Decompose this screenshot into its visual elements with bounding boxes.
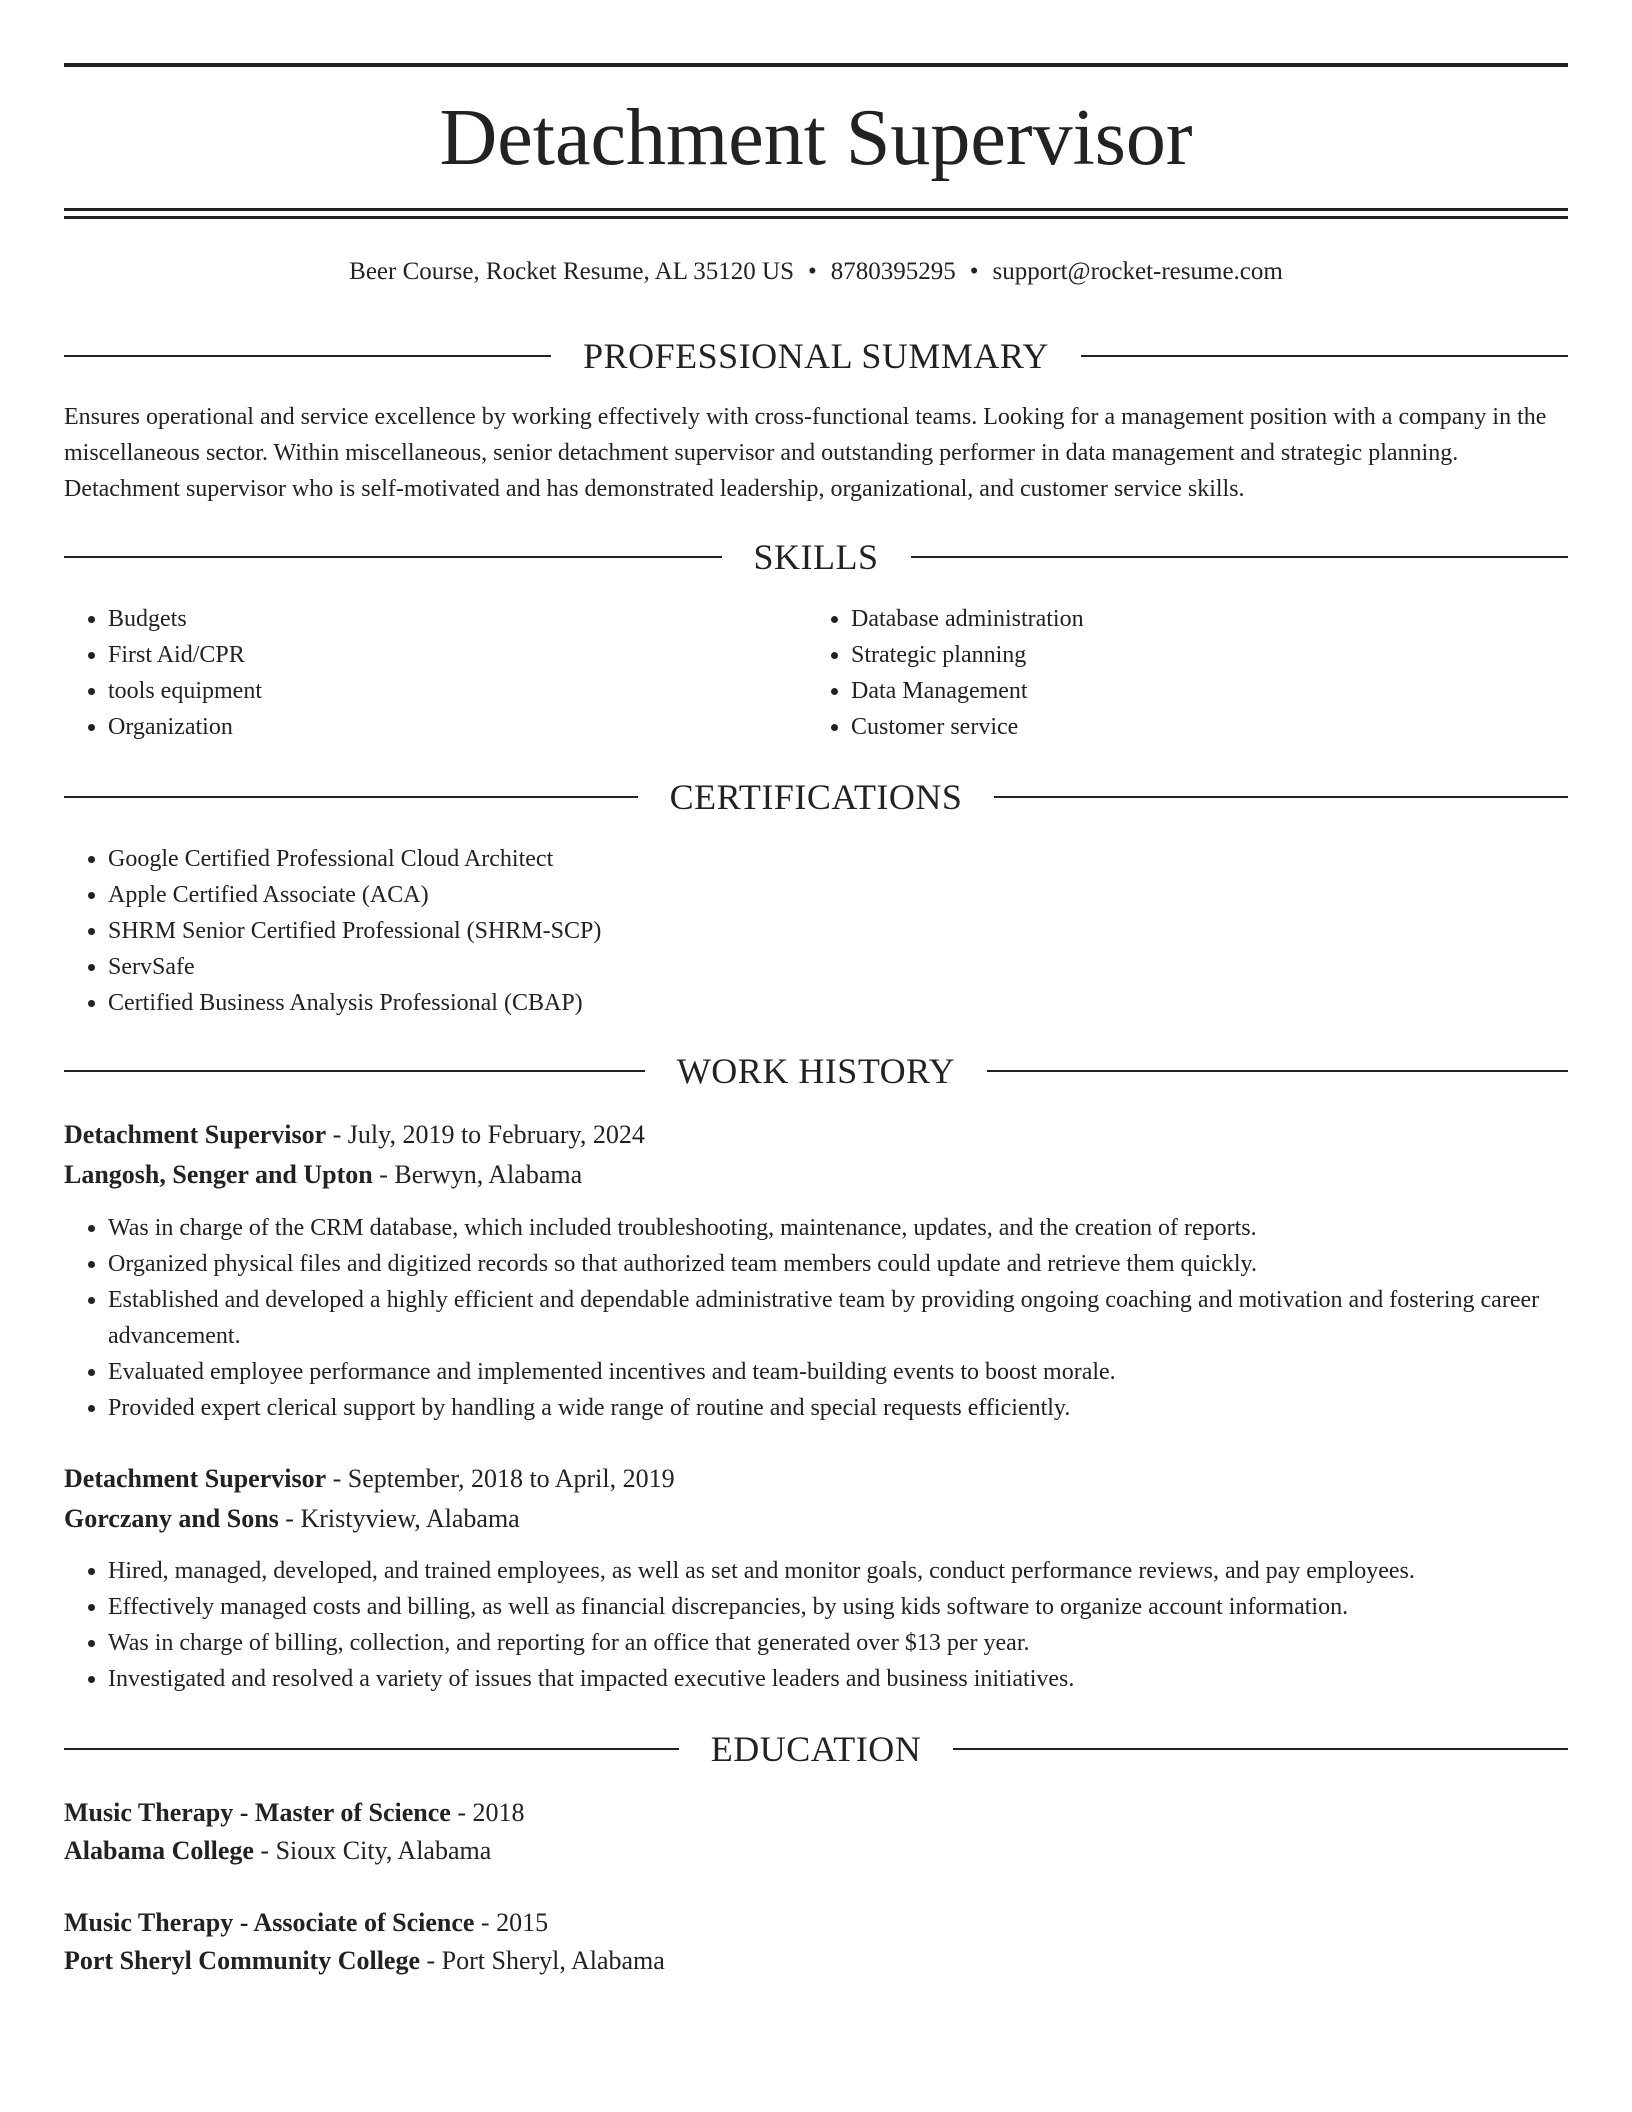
skills-list-right: [807, 601, 1551, 745]
education-year: - 2018: [450, 1798, 525, 1827]
certification-item: • ServSafe: [108, 949, 1508, 985]
section-heading-skills: [64, 535, 1568, 579]
skill-item: • tools equipment: [108, 673, 808, 709]
education-year: - 2015: [474, 1908, 549, 1937]
section-title: WORK HISTORY: [676, 1051, 956, 1091]
heading-rule: [1081, 355, 1568, 357]
contact-line: [64, 254, 1568, 290]
section-heading-education: [64, 1727, 1568, 1771]
certification-item: • Google Certified Professional Cloud Architect: [108, 841, 1508, 877]
job-bullet: • Hired, managed, developed, and trained employees, as well as set and monitor goals, conduct performance reviews, and pay employees.: [108, 1553, 1612, 1589]
education-location: - Sioux City, Alabama: [253, 1836, 492, 1865]
heading-rule: [987, 1070, 1568, 1072]
contact-separator: •: [808, 258, 817, 285]
title-rule-lower: [64, 216, 1568, 219]
job-company: Langosh, Senger and Upton: [64, 1160, 373, 1189]
skill-item: • Budgets: [108, 601, 808, 637]
job-dates: - July, 2019 to February, 2024: [326, 1120, 645, 1149]
education-degree: Music Therapy - Associate of Science: [64, 1908, 475, 1937]
heading-rule: [64, 556, 722, 558]
job-company-line: [64, 1156, 1568, 1194]
heading-rule: [64, 1748, 679, 1750]
heading-rule: [64, 355, 551, 357]
skill-item: • Customer service: [851, 709, 1551, 745]
contact-address: Beer Course, Rocket Resume, AL 35120 US: [349, 258, 795, 285]
job-location: - Berwyn, Alabama: [372, 1160, 583, 1189]
heading-rule: [64, 796, 638, 798]
education-degree: Music Therapy - Master of Science: [64, 1798, 451, 1827]
education-degree-line: [64, 1904, 1568, 1942]
skills-list-left: [64, 601, 808, 745]
summary-text: Ensures operational and service excellence by working effectively with cross-functional teams. Looking for a management position with a company in the miscellaneous sector. Within miscellaneous, senior detachment supervisor and outstanding performer in data management and strategic planning. Detachment supervisor who is self-motivated and has demonstrated leadership, organizational, and customer service skills.: [64, 404, 1547, 502]
section-heading-certifications: [64, 775, 1568, 819]
section-title: PROFESSIONAL SUMMARY: [583, 336, 1049, 376]
education-location: - Port Sheryl, Alabama: [420, 1946, 665, 1975]
job-company-line: [64, 1500, 1568, 1538]
skill-item: • Organization: [108, 709, 808, 745]
title-rule-upper: [64, 208, 1568, 211]
job-title-line: [64, 1460, 1568, 1498]
section-title: SKILLS: [753, 537, 879, 577]
certification-item: • Certified Business Analysis Professional (CBAP): [108, 985, 1508, 1021]
education-school-line: [64, 1832, 1568, 1870]
heading-rule: [953, 1748, 1568, 1750]
job-bullet: • Investigated and resolved a variety of issues that impacted executive leaders and business initiatives.: [108, 1661, 1612, 1697]
education-degree-line: [64, 1794, 1568, 1832]
job-title: Detachment Supervisor: [64, 1464, 327, 1493]
job-location: - Kristyview, Alabama: [278, 1504, 520, 1533]
job-bullet: • Effectively managed costs and billing, as well as financial discrepancies, by using kids software to organize account information.: [108, 1589, 1612, 1625]
contact-email: support@rocket-resume.com: [992, 258, 1283, 285]
heading-rule: [994, 796, 1568, 798]
job-bullet: • Provided expert clerical support by handling a wide range of routine and special requests efficiently.: [108, 1390, 1612, 1426]
education-school: Alabama College: [64, 1836, 254, 1865]
job-bullet: • Evaluated employee performance and implemented incentives and team-building events to boost morale.: [108, 1354, 1612, 1390]
resume-title: Detachment Supervisor: [439, 94, 1193, 182]
skill-item: • Strategic planning: [851, 637, 1551, 673]
skill-item: • Data Management: [851, 673, 1551, 709]
job-bullets: [64, 1553, 1612, 1697]
section-title: CERTIFICATIONS: [669, 777, 963, 817]
education-school-line: [64, 1942, 1568, 1980]
education-school: Port Sheryl Community College: [64, 1946, 421, 1975]
job-bullet: • Established and developed a highly efficient and dependable administrative team by providing ongoing coaching and motivation and fostering career advancement.: [108, 1282, 1612, 1354]
job-bullet: • Organized physical files and digitized records so that authorized team members could update and retrieve them quickly.: [108, 1246, 1612, 1282]
certifications-list: [64, 841, 1508, 1021]
heading-rule: [911, 556, 1569, 558]
job-title: Detachment Supervisor: [64, 1120, 327, 1149]
section-title: EDUCATION: [710, 1729, 922, 1769]
job-dates: - September, 2018 to April, 2019: [326, 1464, 675, 1493]
section-heading-work-history: [64, 1049, 1568, 1093]
job-title-line: [64, 1116, 1568, 1154]
certification-item: • SHRM Senior Certified Professional (SHRM-SCP): [108, 913, 1508, 949]
top-rule: [64, 63, 1568, 67]
job-company: Gorczany and Sons: [64, 1504, 279, 1533]
certification-item: • Apple Certified Associate (ACA): [108, 877, 1508, 913]
skill-item: • Database administration: [851, 601, 1551, 637]
job-bullets: [64, 1210, 1612, 1426]
job-bullet: • Was in charge of billing, collection, and reporting for an office that generated over $13 per year.: [108, 1625, 1612, 1661]
section-heading-summary: [64, 334, 1568, 378]
heading-rule: [64, 1070, 645, 1072]
contact-phone: 8780395295: [830, 258, 956, 285]
skill-item: • First Aid/CPR: [108, 637, 808, 673]
contact-separator: •: [969, 258, 979, 285]
job-bullet: • Was in charge of the CRM database, which included troubleshooting, maintenance, updates, and the creation of reports.: [108, 1210, 1612, 1246]
